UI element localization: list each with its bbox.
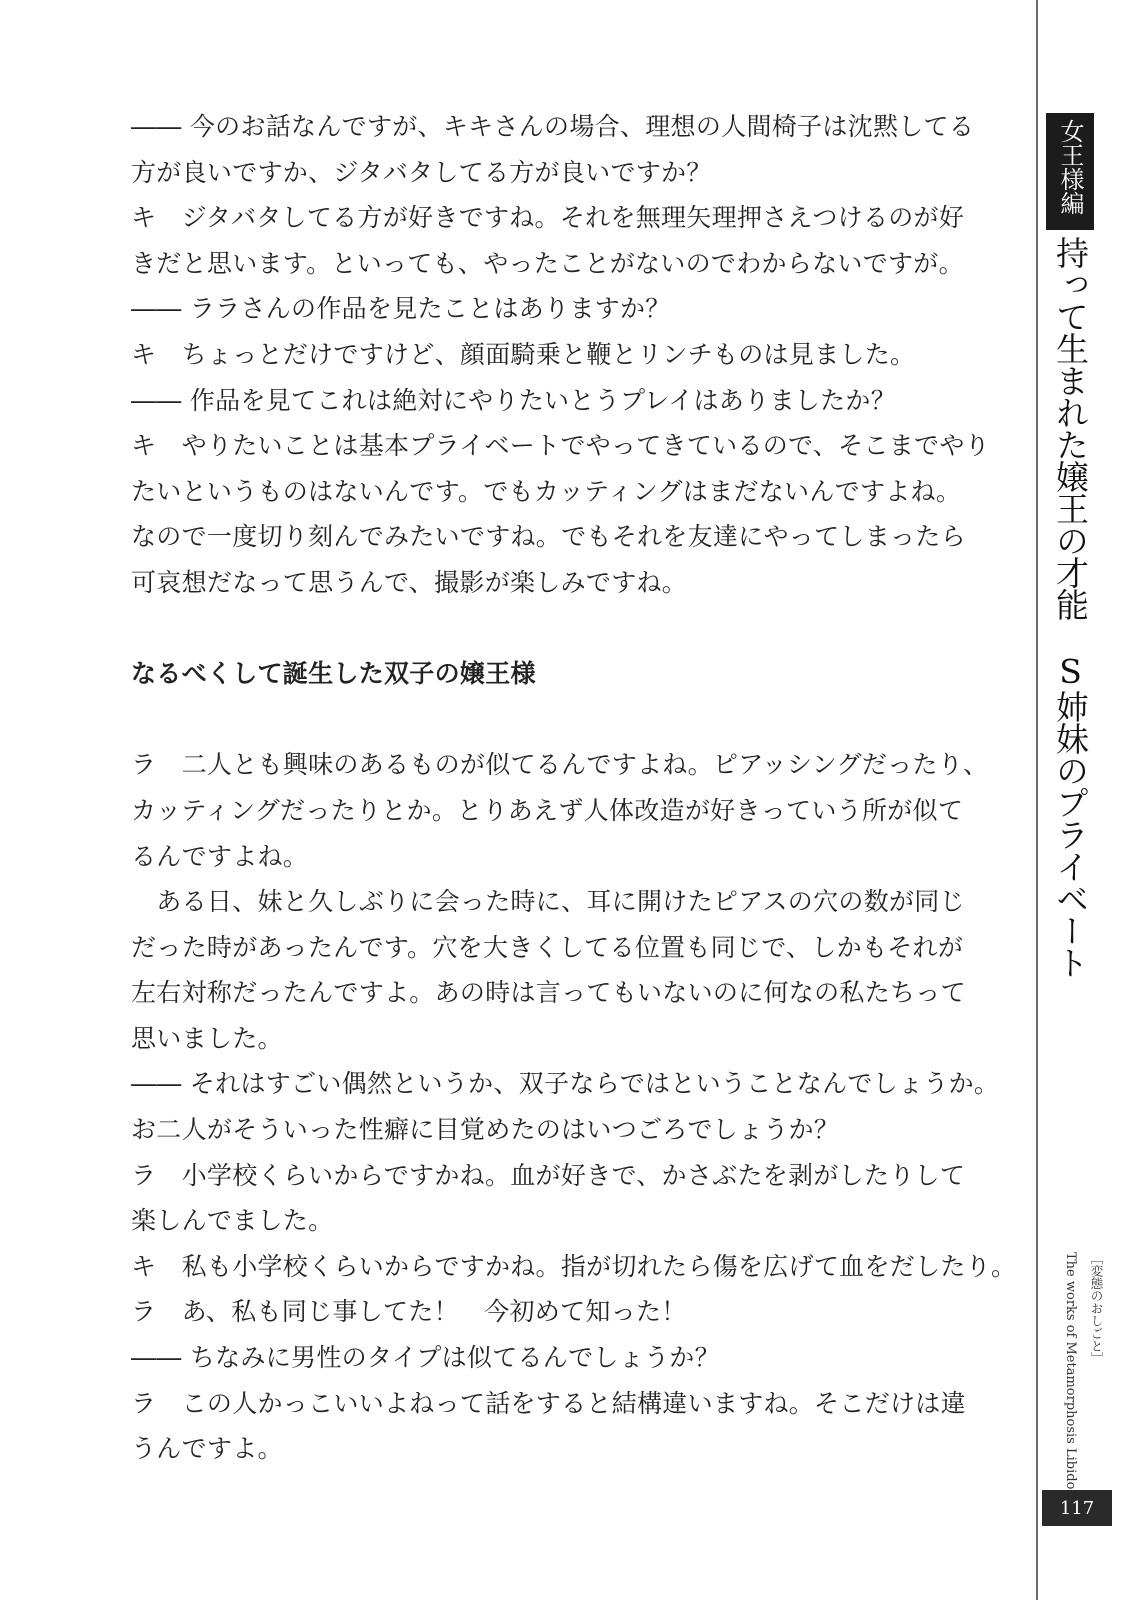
spacer <box>131 606 1011 652</box>
margin-divider <box>1036 0 1038 1600</box>
chapter-title: 持って生まれた嬢王の才能 S姉妹のプライベート <box>1051 236 1090 978</box>
text-line: きだと思います。といっても、やったことがないのでわからないですが。 <box>131 248 964 278</box>
text-line: だった時があったんです。穴を大きくしてる位置も同じで、しかもそれが <box>131 932 964 962</box>
text-line: ラ 二人とも興味のあるものが似てるんですよね。ピアッシングだったり、 <box>131 750 989 780</box>
body-text <box>131 104 1017 1472</box>
book-title-japanese: ［変態のおしごと］ <box>1089 1252 1104 1365</box>
text-line: うんですよ。 <box>131 1434 283 1464</box>
text-line: たいというものはないんです。でもカッティングはまだないんですよね。 <box>131 476 962 506</box>
text-line: 可哀想だなって思うんで、撮影が楽しみですね。 <box>131 567 688 597</box>
text-line: ある日、妹と久しぶりに会った時に、耳に開けたピアスの穴の数が同じ <box>131 887 965 917</box>
text-line: キ 私も小学校くらいからですかね。指が切れたら傷を広げて血をだしたり。 <box>131 1251 1017 1281</box>
text-line: 思いました。 <box>131 1023 283 1053</box>
text-line: 方が良いですか、ジタバタしてる方が良いですか？ <box>131 157 712 187</box>
text-line: ―― 今のお話なんですが、キキさんの場合、理想の人間椅子は沈黙してる <box>131 112 975 141</box>
text-line: ―― ちなみに男性のタイプは似てるんでしょうか？ <box>131 1343 720 1373</box>
text-line: ラ あ、私も同じ事してた！ 今初めて知った！ <box>131 1297 687 1327</box>
spacer <box>131 697 1011 743</box>
section-tab: 女王様編 <box>1046 113 1094 230</box>
text-line: なので一度切り刻んでみたいですね。でもそれを友達にやってしまったら <box>131 522 966 552</box>
text-line: ラ この人かっこいいよねって話をすると結構違いますね。そこだけは違 <box>131 1388 966 1418</box>
text-line: ―― 作品を見てこれは絶対にやりたいとうプレイはありましたか？ <box>131 385 896 415</box>
text-line: キ ジタバタしてる方が好きですね。それを無理矢理押さえつけるのが好 <box>131 203 965 233</box>
text-line: ―― それはすごい偶然というか、双子ならではということなんでしょうか。 <box>131 1069 1000 1099</box>
text-line: るんですよね。 <box>131 841 309 871</box>
text-line: ラ 小学校くらいからですかね。血が好きで、かさぶたを剥がしたりして <box>131 1160 966 1190</box>
text-line: 楽しんでました。 <box>131 1206 334 1236</box>
page-number: 117 <box>1042 1490 1112 1526</box>
text-line: カッティングだったりとか。とりあえず人体改造が好きっていう所が似て <box>131 795 964 825</box>
text-line: お二人がそういった性癖に目覚めたのはいつごろでしょうか？ <box>131 1115 840 1145</box>
text-line: 左右対称だったんですよ。あの時は言ってもいないのに何なの私たちって <box>131 978 966 1008</box>
text-line: キ ちょっとだけですけど、顔面騎乗と鞭とリンチものは見ました。 <box>131 339 916 369</box>
section-heading: なるべくして誕生した双子の嬢王様 <box>131 659 536 689</box>
text-line: ―― ララさんの作品を見たことはありますか？ <box>131 294 671 324</box>
text-line: キ やりたいことは基本プライベートでやってきているので、そこまでやり <box>131 431 990 461</box>
book-title-english: The works of Metamorphosis Libido <box>1063 1252 1078 1490</box>
